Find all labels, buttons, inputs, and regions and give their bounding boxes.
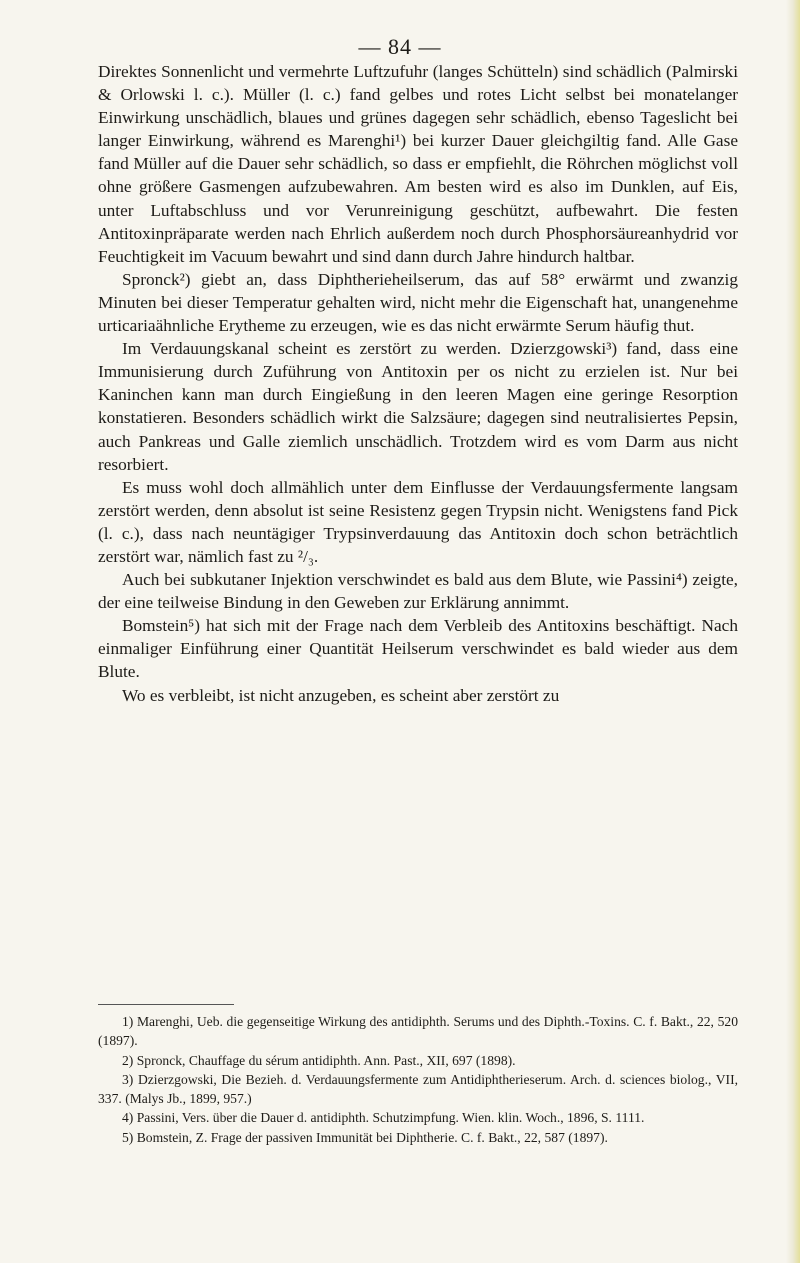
footnote-text: Passini, Vers. über die Dauer d. antidiphth. Schutzimpfung. Wien. klin. Woch., 1896, S. 1111. — [136, 1110, 645, 1126]
footnote — [98, 1012, 738, 1051]
page-number: — 84 — — [358, 34, 442, 59]
paragraph: Im Verdauungskanal scheint es zerstört zu werden. Dzierzgowski³) fand, dass eine Immunisierung durch Zuführung von Antitoxin per os nicht zu erzielen ist. Nur bei Kaninchen kann man durch Eingießung in den leeren Magen eine geringe Resorption konstatieren. Besonders schädlich wirkt die Salzsäure; dagegen sind neutralisiertes Pepsin, auch Pankreas und Galle ziemlich unschädlich. Trotzdem wird es vom Darm aus nicht resorbiert. — [98, 339, 738, 474]
footnote — [98, 1070, 738, 1109]
paragraph: Spronck²) giebt an, dass Diphtherieheilserum, das auf 58° erwärmt und zwanzig Minuten bei dieser Temperatur gehalten wird, nicht mehr die Eigenschaft hat, unangenehme urticariaähnliche Erytheme zu erzeugen, wie es das nicht erwärmte Serum häufig thut. — [98, 269, 738, 336]
paragraph: Direktes Sonnenlicht und vermehrte Luftzufuhr (langes Schütteln) sind schädlich (Palmirski & Orlowski l. c.). Müller (l. c.) fand gelbes und rotes Licht selbst bei monatelanger Einwirkung unschädlich, blaues und grünes dagegen sehr schädlich, ebenso Tageslicht bei langer Einwirkung, während es Marenghi¹) bei kurzer Dauer gleichgiltig fand. Alle Gase fand Müller auf die Dauer sehr schädlich, so dass er empfiehlt, die Röhrchen möglichst voll ohne größere Gasmengen aufzubewahren. Am besten wird es also im Dunklen, auf Eis, unter Luftabschluss und vor Verunreinigung geschützt, aufbewahrt. Die festen Antitoxinpräparate werden nach Ehrlich außerdem noch durch Phosphorsäureanhydrid vor Feuchtigkeit im Vacuum bewahrt und sind dann durch Jahre hindurch haltbar. — [98, 62, 738, 266]
main-text — [98, 60, 738, 707]
footnote-marker: 4) — [122, 1110, 134, 1126]
footnote-text: Dzierzgowski, Die Bezieh. d. Verdauungsfermente zum Antidiphtherieserum. Arch. d. sciences biolog., VII, 337. (Malys Jb., 1899, 957.) — [98, 1071, 738, 1107]
footnote-marker: 2) — [122, 1052, 134, 1068]
paragraph: Wo es verbleibt, ist nicht anzugeben, es scheint aber zerstört zu — [122, 685, 560, 705]
paragraph: Es muss wohl doch allmählich unter dem Einflusse der Verdauungsfermente langsam zerstört werden, denn absolut ist seine Resistenz gegen Trypsin nicht. Wenigstens fand Pick (l. c.), dass nach neuntägiger Trypsinverdauung das Antitoxin doch schon beträchtlich zerstört war, nämlich fast zu ²/₃. — [98, 477, 738, 566]
footnote-marker: 1) — [122, 1014, 134, 1029]
paragraph: Auch bei subkutaner Injektion verschwindet es bald aus dem Blute, wie Passini⁴) zeigte, der eine teilweise Bindung in den Geweben zur Erklärung annimmt. — [98, 570, 738, 613]
footnote-text: Spronck, Chauffage du sérum antidiphth. Ann. Past., XII, 697 (1898). — [136, 1052, 516, 1068]
footnote — [98, 1128, 738, 1147]
footnote — [98, 1051, 738, 1070]
footnote-marker: 5) — [122, 1129, 134, 1145]
footnotes — [98, 1012, 738, 1147]
footnote-text: Bomstein, Z. Frage der passiven Immunität bei Diphtherie. C. f. Bakt., 22, 587 (1897). — [136, 1129, 608, 1145]
footnote-divider — [98, 1004, 234, 1005]
footnote-marker: 3) — [122, 1071, 134, 1087]
footnote-text: Marenghi, Ueb. die gegenseitige Wirkung des antidiphth. Serums und des Diphth.-Toxins. C. f. Bakt., 22, 520 (1897). — [98, 1014, 738, 1049]
page-edge — [786, 0, 800, 1263]
footnote — [98, 1108, 738, 1127]
paragraph: Bomstein⁵) hat sich mit der Frage nach dem Verbleib des Antitoxins beschäftigt. Nach einmaliger Einführung einer Quantität Heilserum verschwindet es bald wieder aus dem Blute. — [98, 616, 738, 682]
